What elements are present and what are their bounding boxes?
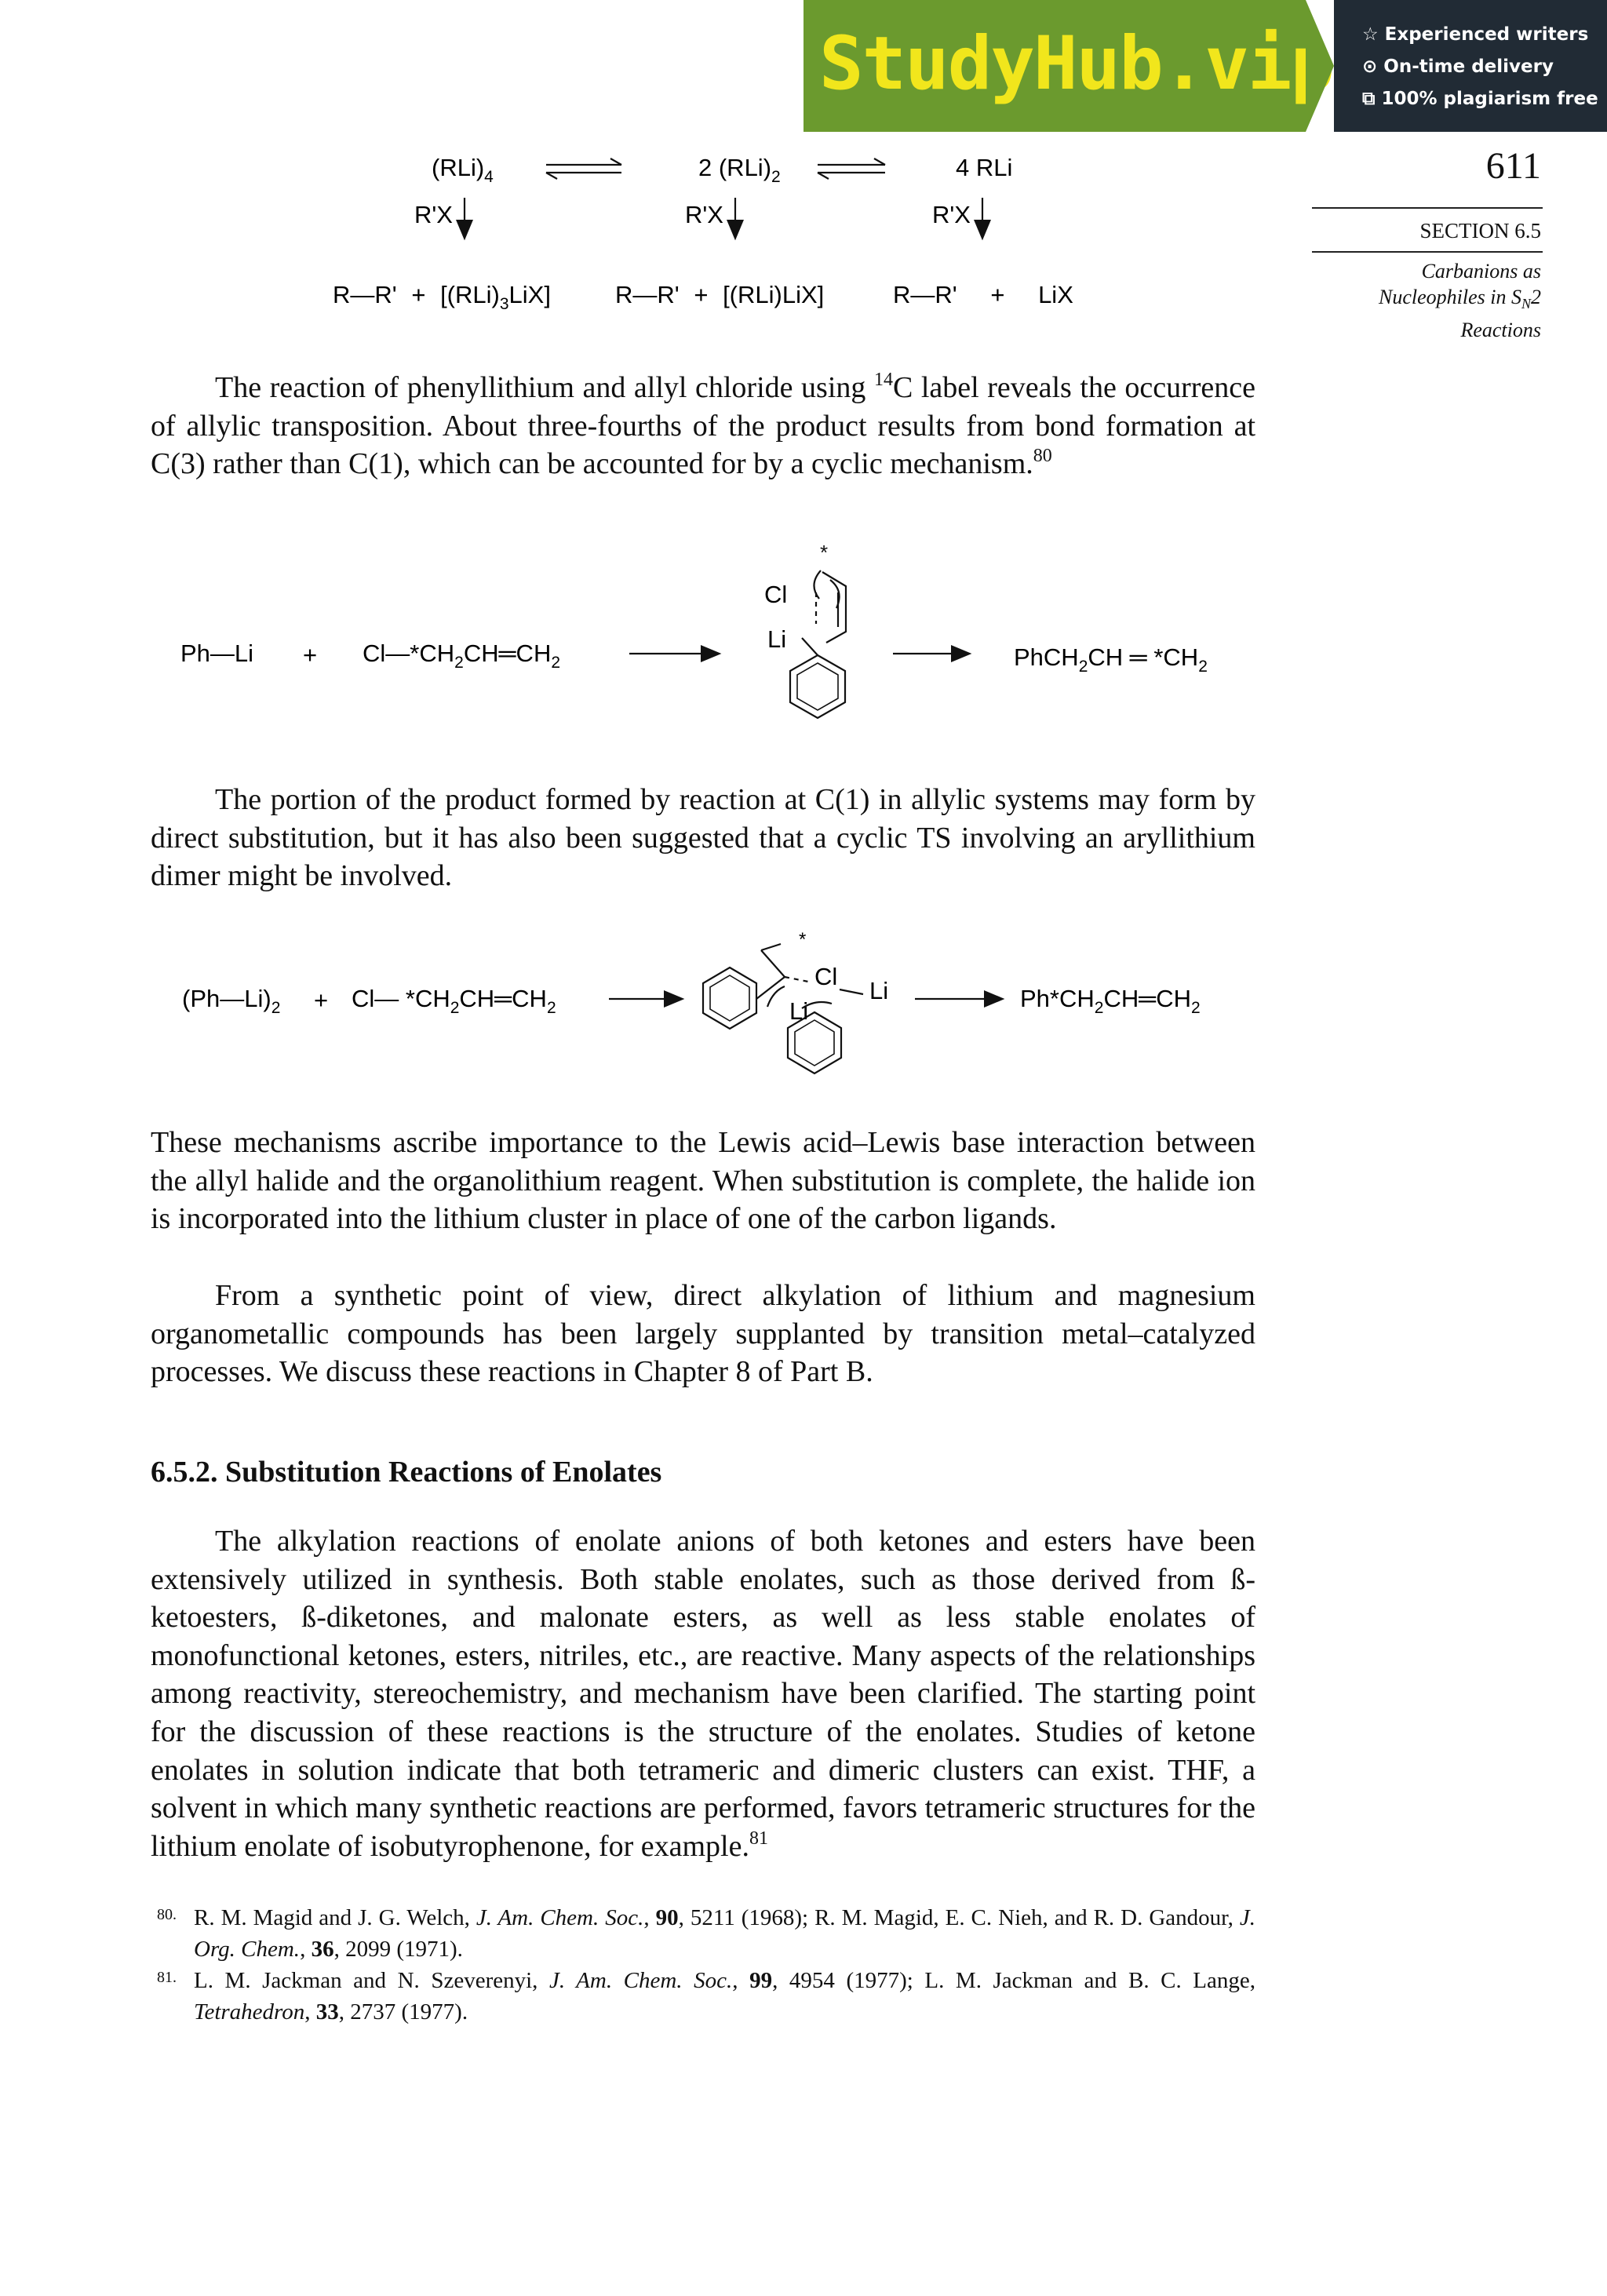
svg-text:*: * [820, 545, 829, 564]
reagent-label: R'X [685, 201, 723, 228]
citation-ref[interactable]: 80 [1033, 446, 1052, 467]
product-set: R—R' + LiX [893, 281, 1073, 308]
species-rli4: $(RLi)_4$ [432, 154, 494, 186]
feature-item [1362, 83, 1598, 115]
paragraph: The alkylation reactions of enolate anions of both ketones and esters have been extensively utilized in synthesis. Both stable enolates, such as those derived from ß-ketoesters, ß-diketones, and malonate esters, as well as less stable enolates of monofunctional ketones, esters, nitriles, etc., are reactive. Many aspects of the relationships among reactivity, stereochemistry, and mechanism have been clarified. The starting point for the discussion of these reactions is the structure of the enolates. Studies of ketone enolates in solution indicate that both tetrameric and dimeric clusters can exist. THF, a solvent in which many synthetic reactions are performed, favors tetrameric structures for the lithium enolate of isobutyrophenone, for example.$^{81}$ [151, 1525, 1255, 1863]
feature-item [1362, 19, 1588, 50]
feature-item [1362, 51, 1554, 82]
svg-text:*: * [799, 929, 807, 950]
species-rli: 4 RLi [956, 154, 1013, 181]
page-number: 611 [1485, 145, 1541, 187]
scheme-cyclic-mechanism [165, 545, 1263, 749]
section-label: SECTION 6.5 [1419, 219, 1541, 242]
margin-rule-top [1312, 207, 1543, 209]
ts-chlorine: Cl [764, 581, 788, 608]
margin-rule-bottom [1312, 251, 1543, 253]
reactant-allyl-chloride: $Cl—*CH_2CH═CH_2$ [363, 640, 561, 672]
equilibrium-arrow [818, 159, 885, 179]
reagent-label: R'X [932, 201, 971, 228]
ts-chlorine: Cl [814, 963, 838, 990]
product-allylbenzene: PhCH$_2$CH ═ $*CH_2$ [1014, 643, 1208, 676]
reagent-label: R'X [414, 201, 453, 228]
section-description: Carbanions as Nucleophiles in $S_N2$ Reactions [1379, 260, 1541, 342]
reactant-allyl-chloride: Cl— $*CH_2CH═CH_2$ [352, 985, 556, 1017]
footnote-text: R. M. Magid and J. G. Welch, J. Am. Chem. Soc., 90, 5211 (1968); R. M. Magid, E. C. Nieh, and R. D. Gandour, J. Org. Chem., 36, 2099 (1971). [194, 1905, 1255, 1962]
footnote-number: 80. [157, 1906, 177, 1923]
scheme-dimer-mechanism [165, 922, 1263, 1087]
paragraph: The portion of the product formed by reaction at C(1) in allylic systems may form by direct substitution, but it has also been suggested that a cyclic TS involving an aryllithium dimer might be involved. [151, 783, 1255, 893]
species-rli2: 2 $(RLi)_2$ [698, 154, 781, 186]
ad-banner[interactable] [804, 0, 1607, 132]
banner-features-panel [1334, 0, 1607, 132]
dimer-transition-state [703, 944, 863, 1073]
footnote-text: L. M. Jackman and N. Szeverenyi, J. Am. Chem. Soc., 99, 4954 (1977); L. M. Jackman and B. C. Lange, Tetrahedron, 33, 2737 (1977). [194, 1968, 1255, 2024]
product-set: R—R' + [(RLi)LiX] [615, 281, 825, 308]
product-allylbenzene: $Ph*CH_2CH═CH_2$ [1020, 985, 1201, 1017]
scheme-aggregate-equilibrium [298, 141, 1114, 330]
clock-icon: ⊙ [1362, 56, 1378, 77]
star-outline-icon: ☆ [1362, 24, 1379, 45]
cyclic-transition-state [790, 545, 846, 718]
feature-label: Experienced writers [1384, 24, 1589, 45]
copy-icon: ⧉ [1362, 89, 1376, 109]
product-set: R—R' + $[(RLi)_3LiX]$ [333, 281, 551, 313]
section-heading: 6.5.2. Substitution Reactions of Enolates [151, 1456, 662, 1489]
brand-logo[interactable]: StudyHub.vip [819, 21, 1334, 107]
footnote [151, 1965, 1255, 2028]
footnote [151, 1902, 1255, 1965]
plus-sign: + [314, 986, 329, 1014]
footnote-number: 81. [157, 1969, 177, 1986]
paragraph: The reaction of phenyllithium and allyl chloride using $^{14}$C label reveals the occurrence of allylic transposition. About three-fourths of the product results from bond formation at C(3) rather than C(1), which can be accounted for by a cyclic mechanism.$^{80}$ [151, 370, 1255, 481]
ts-lithium: Li [869, 977, 889, 1004]
equilibrium-arrow [546, 159, 621, 179]
banner-arrow-shape [1306, 0, 1334, 132]
citation-ref[interactable]: 81 [749, 1828, 768, 1849]
plus-sign: + [303, 641, 318, 669]
paragraph: From a synthetic point of view, direct alkylation of lithium and magnesium organometallic compounds has been largely supplanted by transition metal–catalyzed processes. We discuss these reactions in Chapter 8 of Part B. [151, 1279, 1255, 1389]
paragraph: These mechanisms ascribe importance to the Lewis acid–Lewis base interaction between the allyl halide and the organolithium reagent. When substitution is complete, the halide ion is incorporated into the lithium cluster in place of one of the carbon ligands. [151, 1126, 1255, 1236]
feature-label: On-time delivery [1383, 56, 1554, 77]
feature-label: 100% plagiarism free [1381, 89, 1598, 109]
ts-lithium: Li [789, 997, 809, 1025]
reactant-phenyllithium-dimer: $(Ph—Li)_2$ [182, 985, 281, 1017]
reactant-phenyllithium: Ph—Li [180, 640, 254, 667]
ts-lithium: Li [767, 625, 787, 653]
banner-brand-panel [804, 0, 1334, 132]
